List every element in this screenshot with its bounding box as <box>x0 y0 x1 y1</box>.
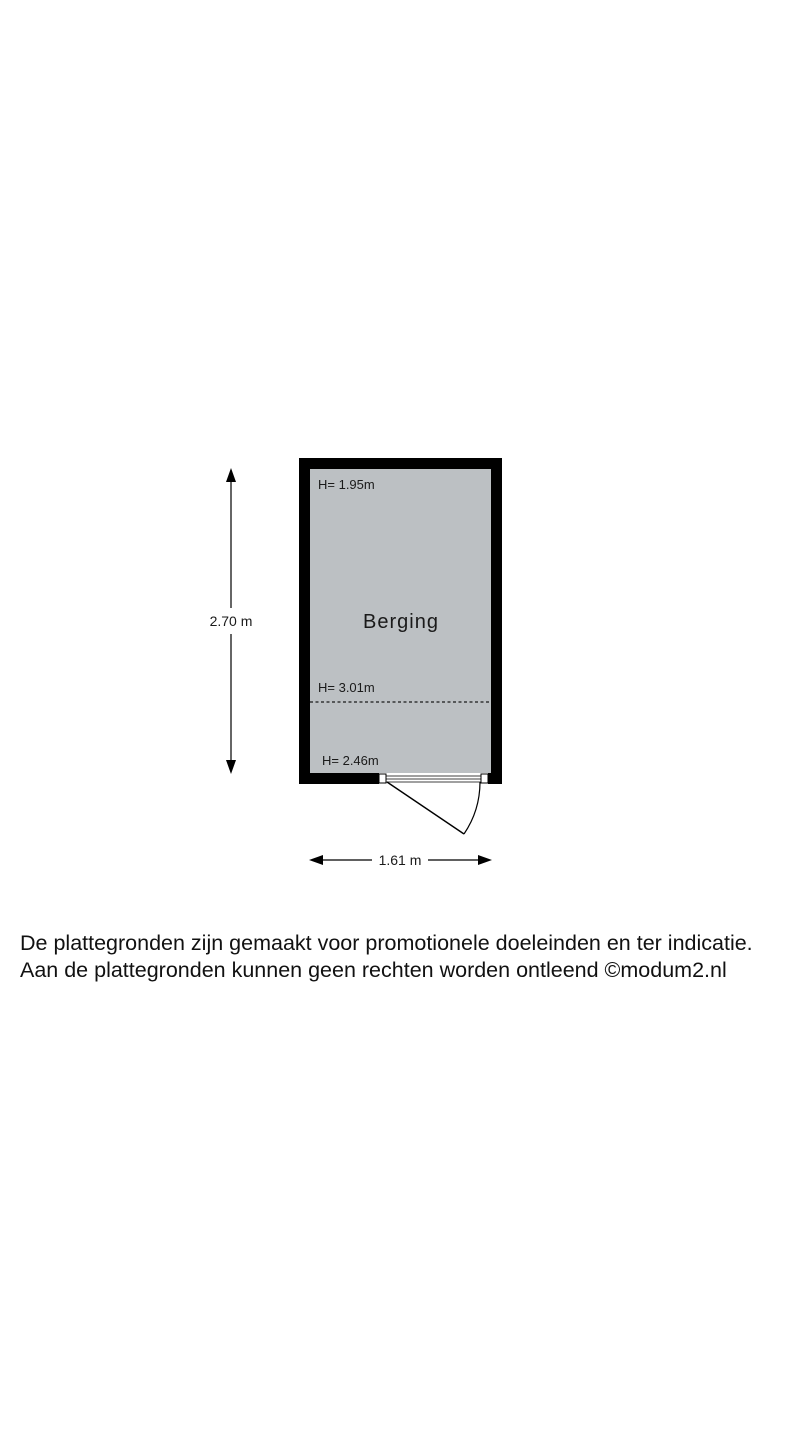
door-jamb-right <box>481 774 488 783</box>
room-height-middle: H= 3.01m <box>318 680 375 695</box>
door-swing-arc <box>464 782 480 834</box>
width-dimension-label: 1.61 m <box>378 852 422 868</box>
room-height-top: H= 1.95m <box>318 477 375 492</box>
room-height-bottom: H= 2.46m <box>322 753 379 768</box>
arrow-right-icon <box>478 855 492 865</box>
arrow-left-icon <box>309 855 323 865</box>
disclaimer-line-1: De plattegronden zijn gemaakt voor promotionele doeleinden en ter indicatie. <box>20 931 753 955</box>
room-name: Berging <box>363 611 439 633</box>
door-jamb-left <box>379 774 386 783</box>
arrow-up-icon <box>226 468 236 482</box>
disclaimer-line-2: Aan de plattegronden kunnen geen rechten worden ontleend ©modum2.nl <box>20 958 727 982</box>
door-leaf <box>387 782 464 834</box>
disclaimer <box>20 930 800 984</box>
depth-dimension-label: 2.70 m <box>209 613 253 629</box>
arrow-down-icon <box>226 760 236 774</box>
